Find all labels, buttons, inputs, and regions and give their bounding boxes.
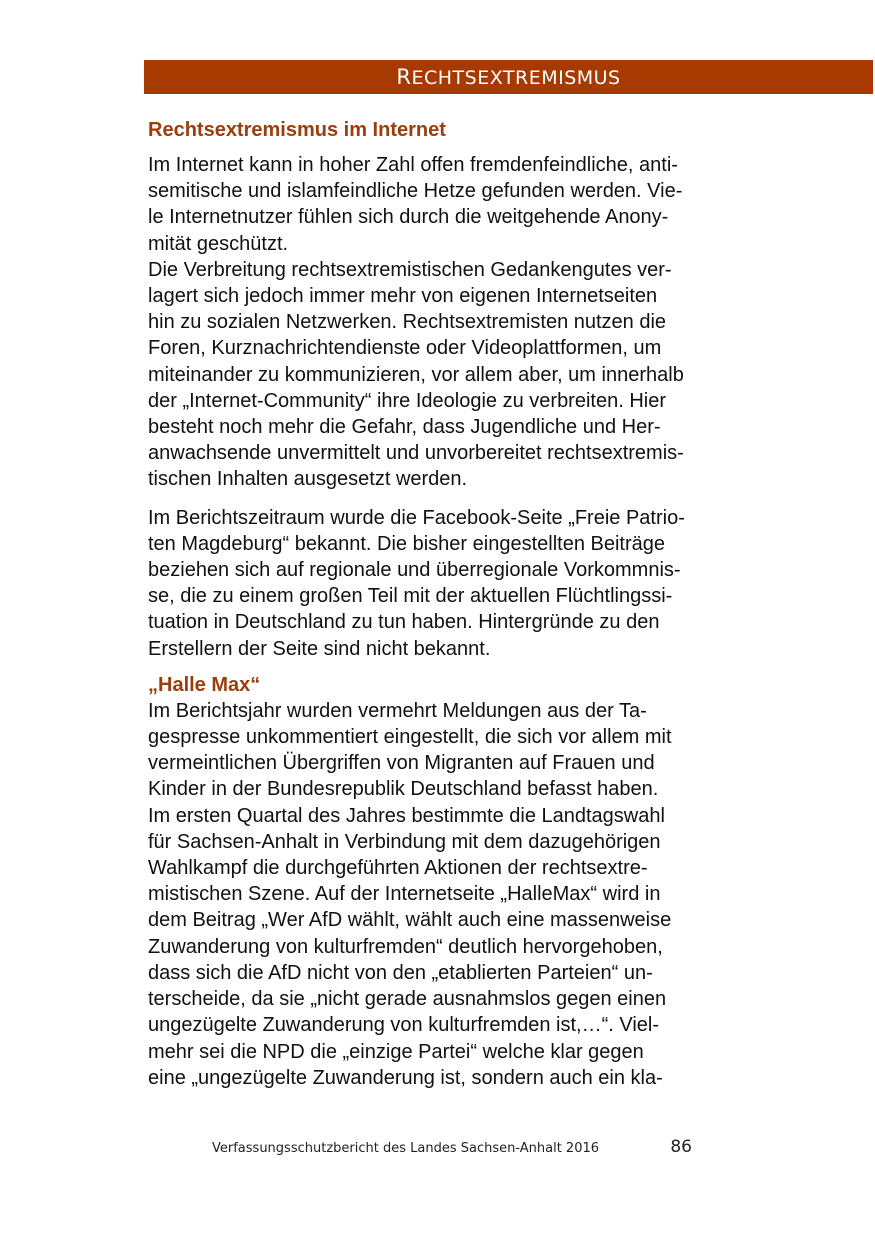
paragraph-2 — [148, 505, 753, 662]
text-line: eine „ungezügelte Zuwanderung ist, sondern auch ein kla- — [148, 1066, 663, 1089]
text-line: mität geschützt. — [148, 232, 289, 255]
text-line: tuation in Deutschland zu tun haben. Hintergründe zu den — [148, 611, 660, 634]
text-line: miteinander zu kommunizieren, vor allem aber, um innerhalb — [148, 363, 684, 386]
text-line: Erstellern der Seite sind nicht bekannt. — [148, 637, 491, 660]
text-line: Wahlkampf die durchgeführten Aktionen der rechtsextre- — [148, 857, 648, 880]
text-line: für Sachsen-Anhalt in Verbindung mit dem dazugehörigen — [148, 830, 661, 853]
text-line: Im Berichtszeitraum wurde die Facebook-Seite „Freie Patrio- — [148, 506, 685, 529]
page-content — [148, 116, 753, 1091]
chapter-header-bar — [144, 60, 873, 94]
text-line: besteht noch mehr die Gefahr, dass Jugendliche und Her- — [148, 416, 661, 439]
page-footer — [212, 1137, 702, 1157]
text-line: Die Verbreitung rechtsextremistischen Gedankengutes ver- — [148, 258, 672, 281]
section-heading: Rechtsextremismus im Internet — [148, 119, 446, 141]
text-line: Kinder in der Bundesrepublik Deutschland befasst haben. — [148, 778, 659, 801]
text-line: le Internetnutzer fühlen sich durch die weitgehende Anony- — [148, 206, 669, 229]
page-number: 86 — [670, 1137, 692, 1157]
footer-report-title: Verfassungsschutzbericht des Landes Sachsen-Anhalt 2016 — [212, 1141, 600, 1156]
paragraph-1 — [148, 152, 753, 493]
text-line: vermeintlichen Übergriffen von Migranten auf Frauen und — [148, 752, 655, 775]
text-line: ten Magdeburg“ bekannt. Die bisher eingestellten Beiträge — [148, 532, 665, 555]
paragraph-gap — [148, 493, 753, 505]
chapter-title-initial: R — [396, 65, 412, 89]
text-line: Im ersten Quartal des Jahres bestimmte die Landtagswahl — [148, 804, 665, 827]
text-line: gespresse unkommentiert eingestellt, die sich vor allem mit — [148, 726, 672, 749]
text-line: mehr sei die NPD die „einzige Partei“ welche klar gegen — [148, 1040, 644, 1063]
paragraph-3 — [148, 698, 753, 1091]
text-line: se, die zu einem großen Teil mit der aktuellen Flüchtlingssi- — [148, 585, 673, 608]
text-line: Foren, Kurznachrichtendienste oder Videoplattformen, um — [148, 337, 662, 360]
chapter-title — [396, 65, 620, 89]
text-line: hin zu sozialen Netzwerken. Rechtsextremisten nutzen die — [148, 311, 667, 334]
subsection-heading: „Halle Max“ — [148, 673, 261, 696]
text-line: dem Beitrag „Wer AfD wählt, wählt auch eine massenweise — [148, 909, 672, 932]
text-line: Zuwanderung von kulturfremden“ deutlich hervorgehoben, — [148, 935, 663, 958]
text-line: der „Internet-Community“ ihre Ideologie zu verbreiten. Hier — [148, 389, 666, 412]
text-line: lagert sich jedoch immer mehr von eigenen Internetseiten — [148, 285, 658, 308]
text-line: anwachsende unvermittelt und unvorbereitet rechtsextremis- — [148, 442, 684, 465]
text-line: ungezügelte Zuwanderung von kulturfremden ist,…“. Viel- — [148, 1014, 660, 1037]
text-line: Im Berichtsjahr wurden vermehrt Meldungen aus der Ta- — [148, 699, 647, 722]
text-line: Im Internet kann in hoher Zahl offen fremdenfeindliche, anti- — [148, 154, 678, 176]
text-line: mistischen Szene. Auf der Internetseite „HalleMax“ wird in — [148, 883, 661, 906]
chapter-title-rest: ECHTSEXTREMISMUS — [411, 67, 621, 89]
text-line: terscheide, da sie „nicht gerade ausnahmslos gegen einen — [148, 988, 667, 1011]
text-line: semitische und islamfeindliche Hetze gefunden werden. Vie- — [148, 180, 683, 203]
text-line: dass sich die AfD nicht von den „etablierten Parteien“ un- — [148, 961, 653, 984]
text-line: beziehen sich auf regionale und überregionale Vorkommnis- — [148, 559, 681, 582]
text-line: tischen Inhalten ausgesetzt werden. — [148, 468, 468, 491]
